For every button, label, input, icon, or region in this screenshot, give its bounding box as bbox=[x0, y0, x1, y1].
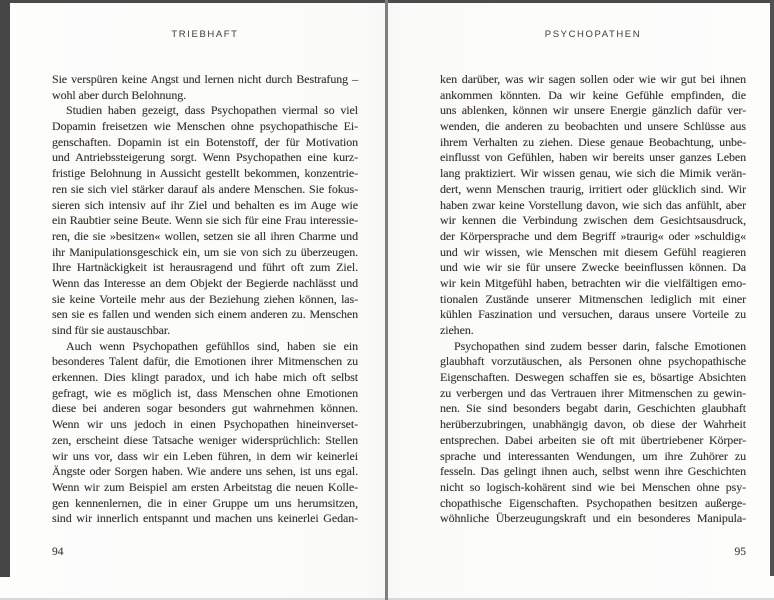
text-line: Ihre Hartnäckigkeit ist herausragend und führt oft zum Ziel. bbox=[52, 260, 358, 275]
text-line: sie keine Vorteile mehr aus der Beziehung ziehen können, las- bbox=[52, 291, 358, 306]
text-line: haben zwar keine Vorstellung davon, wie sich das anfühlt, aber bbox=[440, 197, 746, 212]
text-line: wohl aber durch Belohnung. bbox=[52, 87, 187, 102]
text-line: ziehen. bbox=[440, 323, 474, 337]
text-line: genschaften. Dopamin ist ein Botenstoff, der für Motivation bbox=[52, 134, 358, 149]
text-line: fristige Belohnung in Aussicht gestellt bekommen, konzentrie- bbox=[52, 166, 358, 181]
text-line: wir kennen die Verbindung zwischen dem Gesichtsausdruck, bbox=[440, 213, 746, 228]
text-line: Psychopathen sind zudem besser darin, falsche Emotionen bbox=[454, 338, 746, 353]
text-line: sind wir innerlich entspannt und machen uns keinerlei Gedan- bbox=[52, 511, 358, 526]
text-line: zu verbergen und das Vertrauen ihrer Mitmenschen zu gewin- bbox=[440, 385, 746, 400]
text-line: ihrem Verhalten zu ziehen. Diese genaue Beobachtung, unbe- bbox=[440, 134, 746, 149]
text-line: entsprechen. Dabei arbeiten sie oft mit übertriebener Körper- bbox=[440, 432, 746, 447]
text-line: wöhnliche Überzeugungskraft und ein besonderes Manipula- bbox=[440, 511, 746, 526]
page-number-left: 94 bbox=[52, 546, 64, 558]
text-line: wir kein Mitgefühl haben, betrachten wir die vielfältigen emo- bbox=[440, 275, 746, 290]
text-line: herüberzubringen, unabhängig davon, ob diese der Wahrheit bbox=[440, 417, 746, 432]
text-line: diese bei anderen sogar besonders gut wahrnehmen können. bbox=[52, 401, 358, 416]
text-line: Dopamin freisetzen wie Menschen ohne psychopathische Ei- bbox=[52, 119, 358, 134]
text-line: einflusst von Gefühlen, haben wir bereits unser ganzes Leben bbox=[440, 150, 746, 165]
text-line: sieren sich intensiv auf ihr Ziel und behalten es im Auge wie bbox=[52, 197, 358, 212]
text-line: Eigenschaften. Deswegen schaffen sie es, bösartige Absichten bbox=[440, 370, 746, 385]
text-line: ren, die sie »besitzen« wollen, setzen sie all ihren Charme und bbox=[52, 228, 358, 243]
running-header-left: TRIEBHAFT bbox=[171, 29, 239, 40]
text-line: uns ablenken, können wir unsere Energie gänzlich dafür ver- bbox=[440, 103, 746, 118]
text-line: glaubhaft vorzutäuschen, als Personen ohne psychopathische bbox=[440, 354, 746, 369]
text-line: ren sie sich viel stärker darauf als andere Menschen. Sie fokus- bbox=[52, 181, 358, 196]
text-line: nicht so logisch-kohärent sind wie bei Menschen ohne psy- bbox=[440, 479, 746, 494]
text-line: und wie wir sie für unsere Zwecke beeinflussen können. Da bbox=[440, 260, 746, 275]
text-line: chopathische Eigenschaften. Psychopathen besitzen außerge- bbox=[440, 495, 746, 510]
page-spine-divider bbox=[385, 0, 388, 600]
text-line: gefragt, wie es möglich ist, dass Menschen ohne Emotionen bbox=[52, 385, 358, 400]
scan-edge-left bbox=[0, 0, 10, 577]
text-line: besonderes Talent dafür, die Emotionen ihrer Mitmenschen zu bbox=[52, 354, 358, 369]
text-line: Wenn das Interesse an dem Objekt der Begierde nachlässt und bbox=[52, 275, 358, 290]
running-header-right: PSYCHOPATHEN bbox=[544, 29, 642, 40]
text-line: sind für sie austauschbar. bbox=[52, 323, 171, 337]
page-number-right: 95 bbox=[734, 546, 746, 558]
text-line: wir uns vor, dass wir ein Leben führen, in dem wir keinerlei bbox=[52, 448, 358, 463]
right-page bbox=[440, 0, 746, 600]
text-line: gen kennenlernen, die in einer Gruppe um uns herumsitzen, bbox=[52, 495, 358, 510]
left-page bbox=[52, 0, 358, 600]
left-text-column bbox=[52, 72, 358, 527]
text-line: nen. Sie sind besonders begabt darin, Geschichten glaubhaft bbox=[440, 401, 746, 416]
text-line: ankommen könnten. Da wir keine Gefühle empfinden, die bbox=[440, 87, 746, 102]
text-line: ihr Manipulationsgeschick ein, um sie von sich zu überzeugen. bbox=[52, 244, 358, 259]
text-line: wenden, die anderen zu beobachten und unsere Schlüsse aus bbox=[440, 119, 746, 134]
text-line: zen, erscheint diese Tatsache weniger widersprüchlich: Stellen bbox=[52, 432, 358, 447]
text-line: ken darüber, was wir sagen sollen oder wie wir gut bei ihnen bbox=[440, 72, 746, 86]
text-line: dert, wenn Menschen traurig, irritiert oder glücklich sind. Wir bbox=[440, 181, 746, 196]
text-line: Wenn wir zum Beispiel am ersten Arbeitstag die neuen Kolle- bbox=[52, 479, 358, 494]
text-line: sen sie es fallen und wenden sich einem anderen zu. Menschen bbox=[52, 307, 358, 322]
text-line: kühlen Faszination und versuchen, daraus unsere Vorteile zu bbox=[440, 307, 746, 322]
text-line: ein Raubtier seine Beute. Wenn sie sich für eine Frau interessie- bbox=[52, 213, 358, 228]
text-line: lang praktiziert. Wir wissen genau, wie sich die Mimik verän- bbox=[440, 166, 746, 181]
scan-edge-right bbox=[770, 0, 774, 576]
right-text-column bbox=[440, 72, 746, 527]
text-line: Sie verspüren keine Angst und lernen nicht durch Bestrafung – bbox=[52, 72, 358, 86]
text-line: und Antriebssteigerung sorgt. Wenn Psychopathen eine kurz- bbox=[52, 150, 358, 165]
text-line: und wir wissen, wie Menschen mit diesem Gefühl reagieren bbox=[440, 244, 746, 259]
text-line: Auch wenn Psychopathen gefühllos sind, haben sie ein bbox=[66, 338, 358, 353]
text-line: sprache und interessanten Wendungen, um ihre Zuhörer zu bbox=[440, 448, 746, 463]
text-line: Wenn wir uns jedoch in einen Psychopathen hineinverset- bbox=[52, 417, 358, 432]
text-line: der Körpersprache und dem Begriff »traurig« oder »schuldig« bbox=[440, 228, 746, 243]
text-line: Studien haben gezeigt, dass Psychopathen viermal so viel bbox=[66, 103, 358, 118]
text-line: tionalen Zustände unserer Mitmenschen lediglich mit einer bbox=[440, 291, 746, 306]
text-line: erkennen. Dies klingt paradox, und ich habe mich oft selbst bbox=[52, 370, 358, 385]
text-line: Ängste oder Sorgen haben. Wie andere uns sehen, ist uns egal. bbox=[52, 464, 358, 479]
text-line: fesseln. Das gelingt ihnen auch, selbst wenn ihre Geschichten bbox=[440, 464, 746, 479]
